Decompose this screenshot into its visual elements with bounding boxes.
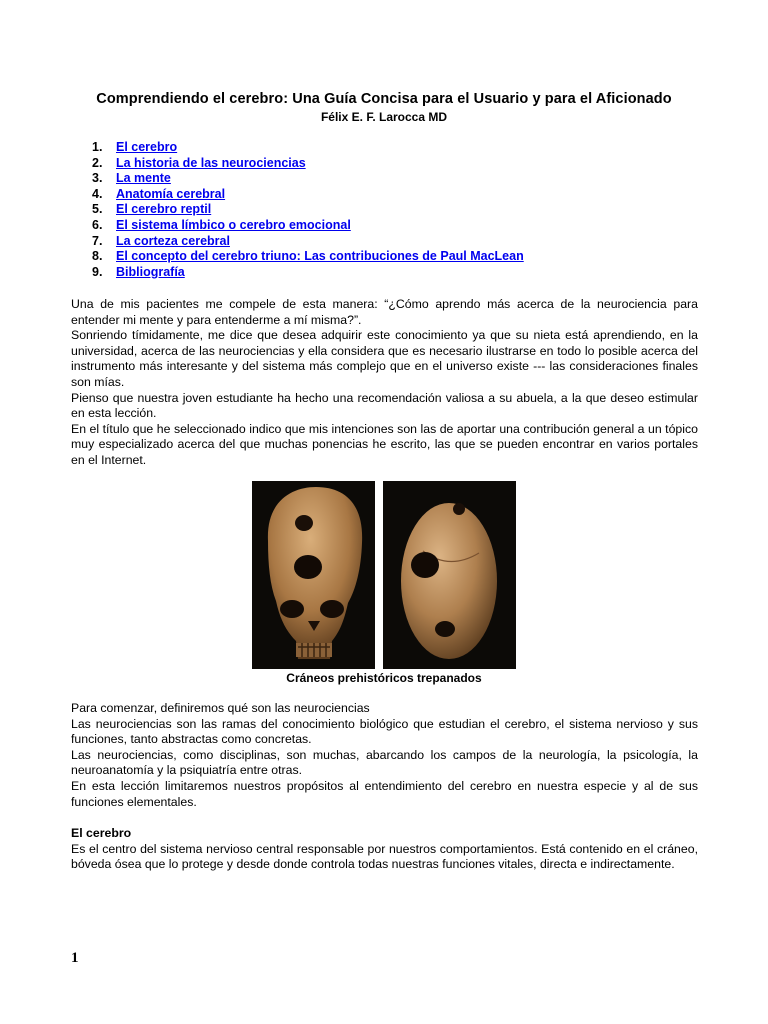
table-of-contents <box>92 140 524 280</box>
toc-link-el-cerebro[interactable]: El cerebro <box>116 140 178 154</box>
toc-link-anatomia[interactable]: Anatomía cerebral <box>116 186 226 201</box>
toc-number: 6. <box>92 217 103 232</box>
intro-text <box>71 297 698 469</box>
toc-item <box>92 140 524 156</box>
toc-number: 1. <box>92 140 103 154</box>
toc-link-reptil[interactable]: El cerebro reptil <box>116 202 212 217</box>
section-heading: El cerebro <box>71 826 132 840</box>
toc-item <box>92 156 524 172</box>
paragraph: Pienso que nuestra joven estudiante ha hecho una recomendación valiosa a su abuela, a la que deseo estimular en esta lección. <box>71 390 698 421</box>
skull-photo-left <box>252 481 375 669</box>
cerebro-section <box>71 826 698 873</box>
toc-link-triuno[interactable]: El concepto del cerebro triuno: Las contribuciones de Paul MacLean <box>116 249 524 264</box>
toc-item <box>92 249 524 265</box>
paragraph: En el título que he seleccionado indico que mis intenciones son las de aportar una contribución general a un tópico muy especializado acerca del que muchas ponencias he escrito, las que se pueden encontrar en varios portales en el Internet. <box>71 421 698 467</box>
toc-number: 3. <box>92 171 103 186</box>
toc-link-limbico[interactable]: El sistema límbico o cerebro emocional <box>116 217 351 232</box>
toc-item <box>92 187 524 203</box>
toc-item <box>92 202 524 218</box>
paragraph: Las neurociencias, como disciplinas, son muchas, abarcando los campos de la neurología, la psicología, la neuroanatomía y la psiquiatría entre otras. <box>71 747 698 778</box>
paragraph: Para comenzar, definiremos qué son las neurociencias <box>71 701 370 715</box>
toc-item <box>92 265 524 281</box>
paragraph: Las neurociencias son las ramas del conocimiento biológico que estudian el cerebro, el sistema nervioso y sus funciones, tanto abstractas como concretas. <box>71 716 698 747</box>
toc-number: 2. <box>92 155 103 170</box>
toc-item <box>92 218 524 234</box>
neurociencias-text <box>71 701 698 810</box>
toc-item <box>92 234 524 250</box>
paragraph: Sonriendo tímidamente, me dice que desea adquirir este conocimiento ya que su nieta está aprendiendo, en la universidad, acerca de las neurociencias y ella considera que es necesario ilustrarse en todo lo posible acerca del instrumento más interesante y del sistema más complejo que en el universo existe --- las consideraciones finales son mías. <box>71 328 698 389</box>
toc-number: 7. <box>92 233 103 248</box>
toc-link-bibliografia[interactable]: Bibliografía <box>116 264 185 279</box>
figure-caption: Cráneos prehistóricos trepanados <box>286 671 482 685</box>
paragraph: Es el centro del sistema nervioso central responsable por nuestros comportamientos. Está contenido en el cráneo, bóveda ósea que lo protege y desde donde controla todas nuestras funciones vitales, directa e indirectamente. <box>71 841 698 872</box>
toc-number: 4. <box>92 186 103 201</box>
paragraph: En esta lección limitaremos nuestros propósitos al entendimiento del cerebro en nuestra especie y al de sus funciones elementales. <box>71 778 698 809</box>
skull-photo-right <box>383 481 516 669</box>
document-title: Comprendiendo el cerebro: Una Guía Concisa para el Usuario y para el Aficionado <box>96 91 672 107</box>
paragraph: Una de mis pacientes me compele de esta manera: “¿Cómo aprendo más acerca de la neurociencia para entender mi mente y para entenderme a mí misma?”. <box>71 297 698 327</box>
toc-link-historia[interactable]: La historia de las neurociencias <box>116 155 306 170</box>
toc-link-mente[interactable]: La mente <box>116 171 171 186</box>
toc-number: 9. <box>92 264 103 279</box>
toc-number: 5. <box>92 202 103 217</box>
page-number: 1 <box>71 950 79 966</box>
skulls-figure <box>252 481 516 669</box>
document-author: Félix E. F. Larocca MD <box>320 110 448 124</box>
figure-divider <box>375 481 383 669</box>
toc-item <box>92 171 524 187</box>
toc-link-corteza[interactable]: La corteza cerebral <box>116 233 230 248</box>
toc-number: 8. <box>92 249 103 264</box>
